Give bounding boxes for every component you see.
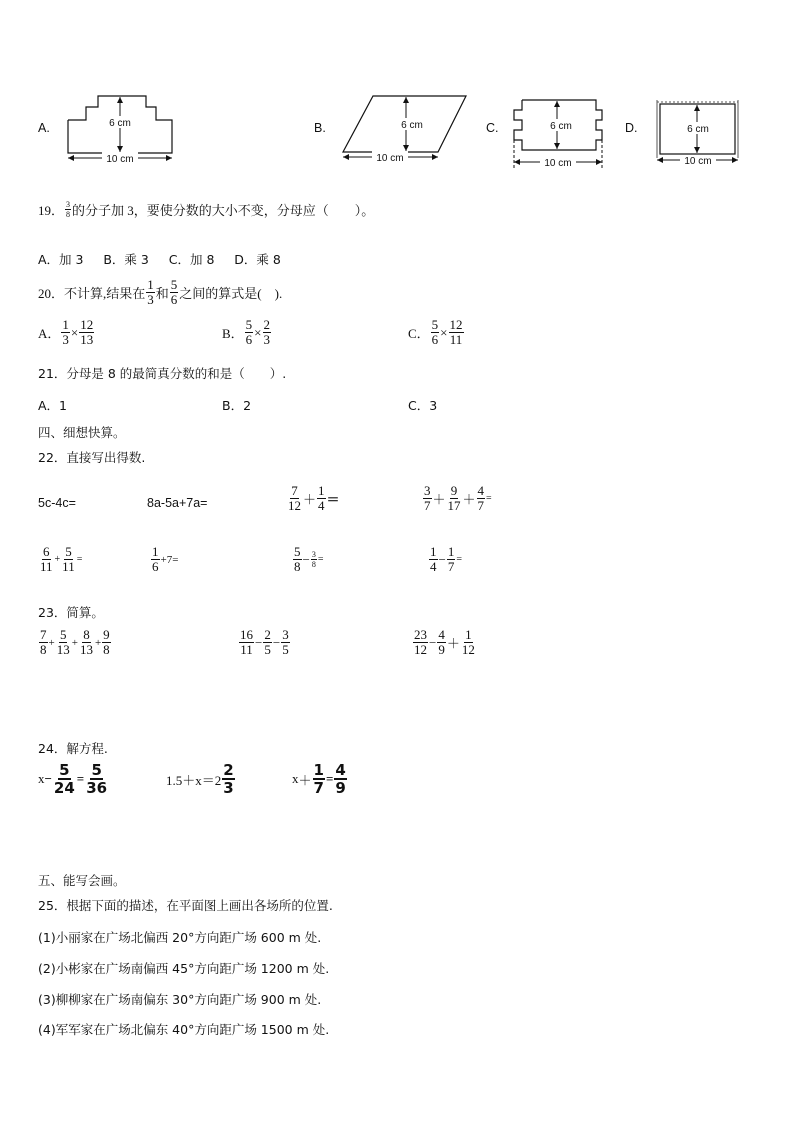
q24-equation-2: 1.5＋x＝2 $\frac{2}{3}$ — [166, 761, 234, 797]
q25-item-2: (2)小彬家在广场南偏西 45°方向距广场 1200 m 处. — [38, 961, 330, 976]
q22-expr-7: $\frac{5}{8}$ − $\frac{3}{8}$ = — [294, 544, 324, 574]
q19-option-d: D．乘 8 — [234, 252, 281, 267]
q19-number: 19． — [38, 203, 65, 218]
q25-item-4: (4)军军家在广场北偏东 40°方向距广场 1500 m 处. — [38, 1022, 330, 1037]
q23-expr-3: $\frac{23}{12}$ − $\frac{4}{9}$ ＋ $\frac{1}{12}$ — [414, 627, 475, 657]
figure-c-base: 10 cm — [544, 158, 572, 169]
figure-c-height: 6 cm — [550, 121, 572, 132]
q20-question: 20． 不计算,结果在 $\frac{1}{3}$ 和 $\frac{5}{6}$ 之间的算式是( ). — [38, 277, 283, 307]
q19-option-a: A．加 3 — [38, 252, 84, 267]
figure-d-base: 10 cm — [684, 156, 712, 167]
q19-text: 的分子加 3，要使分数的大小不变，分母应（ ）。 — [72, 203, 375, 218]
q25-item-3: (3)柳柳家在广场南偏东 30°方向距广场 900 m 处. — [38, 992, 322, 1007]
q19-option-c: C．加 8 — [168, 252, 215, 267]
figure-a-height: 6 cm — [109, 118, 131, 129]
figure-b-height: 6 cm — [401, 120, 423, 131]
q22-expr-1: 5c-4c= — [38, 496, 76, 510]
figure-b-parallelogram — [338, 90, 473, 165]
figure-a-base: 10 cm — [106, 154, 134, 165]
q21-option-a: A．1 — [38, 398, 68, 413]
figure-a-stepped-shape — [62, 90, 182, 165]
q19-options — [38, 250, 281, 268]
q23-expr-1: $\frac{7}{8}$ + $\frac{5}{13}$ + $\frac{8}{13}$ + $\frac{9}{8}$ — [40, 627, 110, 657]
q19-fraction: $\frac{3}{8}$ — [66, 200, 71, 219]
option-c-label: C. — [486, 121, 499, 135]
q20-option-b: B． $\frac{5}{6}$ × $\frac{2}{3}$ — [222, 317, 271, 347]
q20-option-a: A． $\frac{1}{3}$ × $\frac{12}{13}$ — [38, 317, 94, 347]
option-a-label: A. — [38, 121, 50, 135]
q22-expr-6: $\frac{1}{6}$ +7= — [152, 544, 179, 574]
q22-title: 22．直接写出得数. — [38, 450, 146, 465]
q19-question — [38, 200, 374, 219]
figure-d-height: 6 cm — [687, 124, 709, 135]
q22-expr-4: $\frac{3}{7}$ ＋ $\frac{9}{17}$ ＋ $\frac{4}{7}$ = — [424, 483, 492, 513]
q19-option-b: B．乘 3 — [103, 252, 149, 267]
option-d-label: D. — [625, 121, 638, 135]
q25-title: 25．根据下面的描述，在平面图上画出各场所的位置. — [38, 898, 333, 913]
figure-b-base: 10 cm — [376, 153, 404, 164]
q24-title: 24．解方程. — [38, 741, 108, 756]
figure-c-notched-shape — [508, 92, 608, 172]
q23-expr-2: $\frac{16}{11}$ − $\frac{2}{5}$ − $\frac{3}{5}$ — [240, 627, 289, 657]
q21-option-b: B．2 — [222, 398, 252, 413]
figure-d-rectangle — [652, 96, 744, 168]
option-b-label: B. — [314, 121, 326, 135]
q22-expr-3: $\frac{7}{12}$ ＋ $\frac{1}{4}$ ＝ — [288, 483, 340, 513]
q20-option-c: C． $\frac{5}{6}$ × $\frac{12}{11}$ — [408, 317, 463, 347]
q22-expr-8: $\frac{1}{4}$ − $\frac{1}{7}$ = — [430, 544, 462, 574]
q23-title: 23．简算。 — [38, 605, 104, 620]
q21-option-c: C．3 — [408, 398, 438, 413]
q24-equation-3: x ＋ $\frac{1}{7}$ = $\frac{4}{9}$ — [292, 761, 346, 797]
q21-question: 21．分母是 8 的最简真分数的和是（ ）. — [38, 366, 287, 381]
q22-expr-2: 8a-5a+7a= — [147, 496, 208, 510]
q22-expr-5: $\frac{6}{11}$ + $\frac{5}{11}$ = — [40, 544, 83, 574]
q25-item-1: (1)小丽家在广场北偏西 20°方向距广场 600 m 处. — [38, 930, 322, 945]
q24-equation-1: x − $\frac{5}{24}$ = $\frac{5}{36}$ — [38, 761, 108, 797]
section-4-heading: 四、细想快算。 — [38, 425, 126, 440]
section-5-heading: 五、能写会画。 — [38, 873, 126, 888]
